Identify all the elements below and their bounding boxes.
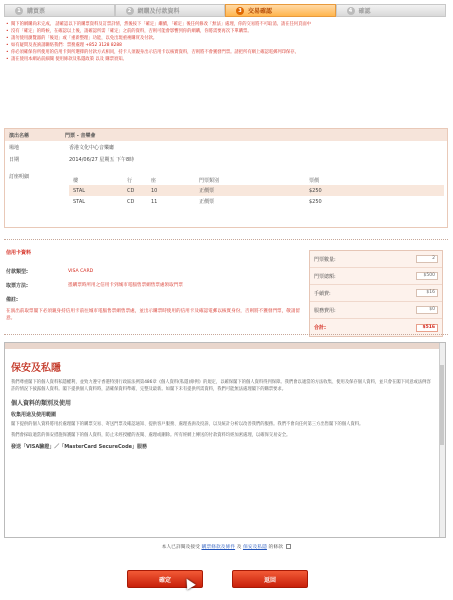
privacy-paragraph: 閣下提供的個人資料將用於處理閣下的購票交易、寄送門票及確認通知、提供客戶服務、處理查詢及投訴，以及統計分析以改善我們的服務。我們不會向任何第三方出售閣下的個人資料。 bbox=[11, 422, 364, 427]
card-type-row bbox=[6, 264, 306, 278]
note-item: • 如有疑問及查詢請聯絡我們：票務處理 +852 3128 8288 bbox=[6, 42, 446, 49]
privacy-link[interactable]: 保安及私隱 bbox=[242, 545, 267, 550]
summary-value: 2 bbox=[416, 255, 438, 263]
event-name-label: 演出名稱 bbox=[9, 132, 30, 139]
privacy-section-heading: 個人資料的類別及使用 bbox=[11, 400, 72, 407]
scrollbar-thumb[interactable] bbox=[440, 365, 444, 445]
summary-label: 合計: bbox=[314, 325, 326, 331]
card-type-label: 付款類型: bbox=[6, 268, 28, 275]
payment-title: 信用卡資料 bbox=[6, 250, 32, 256]
agree-suffix: 的條款 bbox=[268, 545, 283, 550]
seat-number: 11 bbox=[151, 198, 158, 205]
venue-value: 香港文化中心音樂廳 bbox=[69, 144, 115, 151]
divider bbox=[4, 334, 448, 335]
scrollbar[interactable] bbox=[439, 343, 445, 537]
step-label: 交易確認 bbox=[248, 8, 273, 15]
back-button[interactable]: 返回 bbox=[232, 570, 308, 588]
agree-mid: 及 bbox=[236, 545, 242, 550]
seat-table-header bbox=[69, 175, 444, 185]
summary-value: $500 bbox=[416, 272, 438, 280]
table-row bbox=[69, 185, 444, 196]
summary-label: 手續費: bbox=[314, 290, 331, 297]
seat-table bbox=[69, 175, 444, 207]
date-row bbox=[5, 153, 447, 165]
date-value: 2014/06/27 星期五 下午8時 bbox=[69, 156, 135, 163]
step-number: 3 bbox=[236, 7, 244, 15]
note-item: • 請在使用本網站前細閱 使用條款及私隱政策 以及 購票須知。 bbox=[6, 56, 446, 63]
panel-top-bar bbox=[5, 343, 445, 349]
summary-row bbox=[310, 302, 442, 319]
table-row bbox=[69, 196, 444, 207]
delivery-value: 憑購票時所用之信用卡到城市電腦售票網售票處領取門票 bbox=[68, 283, 183, 288]
summary-value: $0 bbox=[416, 306, 438, 314]
seat-row-value: CD bbox=[127, 187, 135, 194]
privacy-paragraph: 我們會採取適當的保安措施保護閣下的個人資料，防止未經授權的查閱、處理或刪除。所有經網上傳送的付款資料均經加密處理，以確保交易安全。 bbox=[11, 433, 291, 438]
privacy-subheading: 發送「VISA驗證」／「MasterCard SecureCode」服務 bbox=[11, 444, 148, 450]
agreement-line bbox=[0, 543, 453, 550]
seat-price: $250 bbox=[309, 187, 322, 194]
ticket-details bbox=[4, 128, 448, 228]
price-summary bbox=[309, 250, 443, 337]
pickup-warning: 在演出前取票閣下必須親身持信用卡前往城市電腦售票網售票處，並出示購票時使用的信用卡及確認電郵以核實身份，否則將不獲發門票，敬請留意。 bbox=[6, 309, 301, 321]
privacy-policy-panel[interactable] bbox=[4, 342, 446, 538]
seat-ticket-type: 正價票 bbox=[199, 199, 215, 205]
payment-details bbox=[6, 249, 306, 322]
step-3-current bbox=[225, 4, 336, 17]
summary-label: 門票總額: bbox=[314, 273, 336, 280]
delivery-label: 取票方法: bbox=[6, 282, 28, 289]
seat-floor: STAL bbox=[73, 187, 86, 194]
step-label: 確認 bbox=[358, 8, 371, 15]
note-row bbox=[6, 292, 306, 306]
delivery-row bbox=[6, 278, 306, 292]
col-row: 行 bbox=[127, 177, 133, 184]
summary-label: 門票數量: bbox=[314, 256, 336, 263]
note-item: • 沒有「確定」的時候，在確認以上後，請確認所需「確定」之前的資料，否則可能會影響到你的網購，你將需要再次下單購票。 bbox=[6, 28, 446, 35]
note-item: • 請勿使用瀏覽器的「後退」或「重新整理」功能，以免出現重複購買及付款。 bbox=[6, 35, 446, 42]
summary-row bbox=[310, 268, 442, 285]
venue-row bbox=[5, 141, 447, 153]
note-item: • 閱下的網購尚未完成。 請確認以下的購票資料及訂票詳情，然後按下「確定」繼續，「確定」後任何修改「無法」處理，你的交易將不可取消。請在任何頁面中 bbox=[6, 21, 446, 28]
terms-link[interactable]: 購票條款及條件 bbox=[201, 545, 236, 550]
order-label: 訂座明細 bbox=[9, 173, 30, 180]
col-price: 票價 bbox=[309, 177, 320, 184]
seat-ticket-type: 正價票 bbox=[199, 188, 215, 194]
seat-floor: STAL bbox=[73, 198, 86, 205]
step-number: 2 bbox=[126, 7, 134, 15]
step-number: 4 bbox=[347, 7, 355, 15]
step-label: 購買票 bbox=[27, 8, 46, 15]
summary-total-value: $516 bbox=[416, 324, 438, 332]
seat-price: $250 bbox=[309, 198, 322, 205]
card-type-value: VISA CARD bbox=[68, 268, 94, 274]
summary-label: 服務費用: bbox=[314, 307, 336, 314]
summary-row bbox=[310, 251, 442, 268]
date-label: 日期 bbox=[9, 156, 20, 163]
step-number: 1 bbox=[15, 7, 23, 15]
summary-value: $16 bbox=[416, 289, 438, 297]
privacy-title: 保安及私隱 bbox=[11, 363, 61, 374]
important-notes bbox=[6, 21, 446, 63]
agree-prefix: 本人已詳閱及接受 bbox=[161, 545, 200, 550]
step-4 bbox=[336, 4, 447, 17]
agree-checkbox[interactable] bbox=[286, 544, 291, 549]
col-ticket-type: 門票類別 bbox=[199, 177, 220, 184]
confirm-button[interactable]: 確定 bbox=[127, 570, 203, 588]
ticket-header bbox=[5, 129, 447, 141]
seat-row-value: CD bbox=[127, 198, 135, 205]
step-label: 網購及付款資料 bbox=[137, 8, 180, 15]
col-seat: 座 bbox=[151, 177, 157, 184]
venue-label: 場地 bbox=[9, 144, 20, 151]
divider bbox=[4, 239, 448, 240]
event-name: 門票 - 音樂會 bbox=[65, 132, 96, 139]
step-1 bbox=[4, 4, 115, 17]
note-label: 備註: bbox=[6, 296, 18, 303]
summary-row bbox=[310, 285, 442, 302]
step-2 bbox=[115, 4, 226, 17]
seat-number: 10 bbox=[151, 187, 158, 194]
col-floor: 樓 bbox=[73, 177, 79, 184]
privacy-subheading: 收集用途及使用範圍 bbox=[11, 412, 57, 418]
privacy-intro: 我們尊重閣下的個人資料私隱權利，並致力遵守香港特別行政區法例第486章《個人資料(私隱)條例》的規定，以確保閣下的個人資料得到保障。我們會以適當的方法收集、使用及保存個人資料，並只會在閣下同意或法例容許的情況下披露個人資料。閣下提供個人資料時，請確保資料準確、完整及最新。如閣下未有提供所需資料，我們可能無法處理閣下的購票要求。 bbox=[11, 380, 431, 392]
note-item: • 你必須確保你所使用的信用卡與所選擇的付款方式相同，持卡人須親身出示信用卡以核實資料，否則將不會獲發門票。請把所有網上確認電郵列印保存。 bbox=[6, 49, 446, 56]
checkout-steps bbox=[4, 4, 446, 17]
